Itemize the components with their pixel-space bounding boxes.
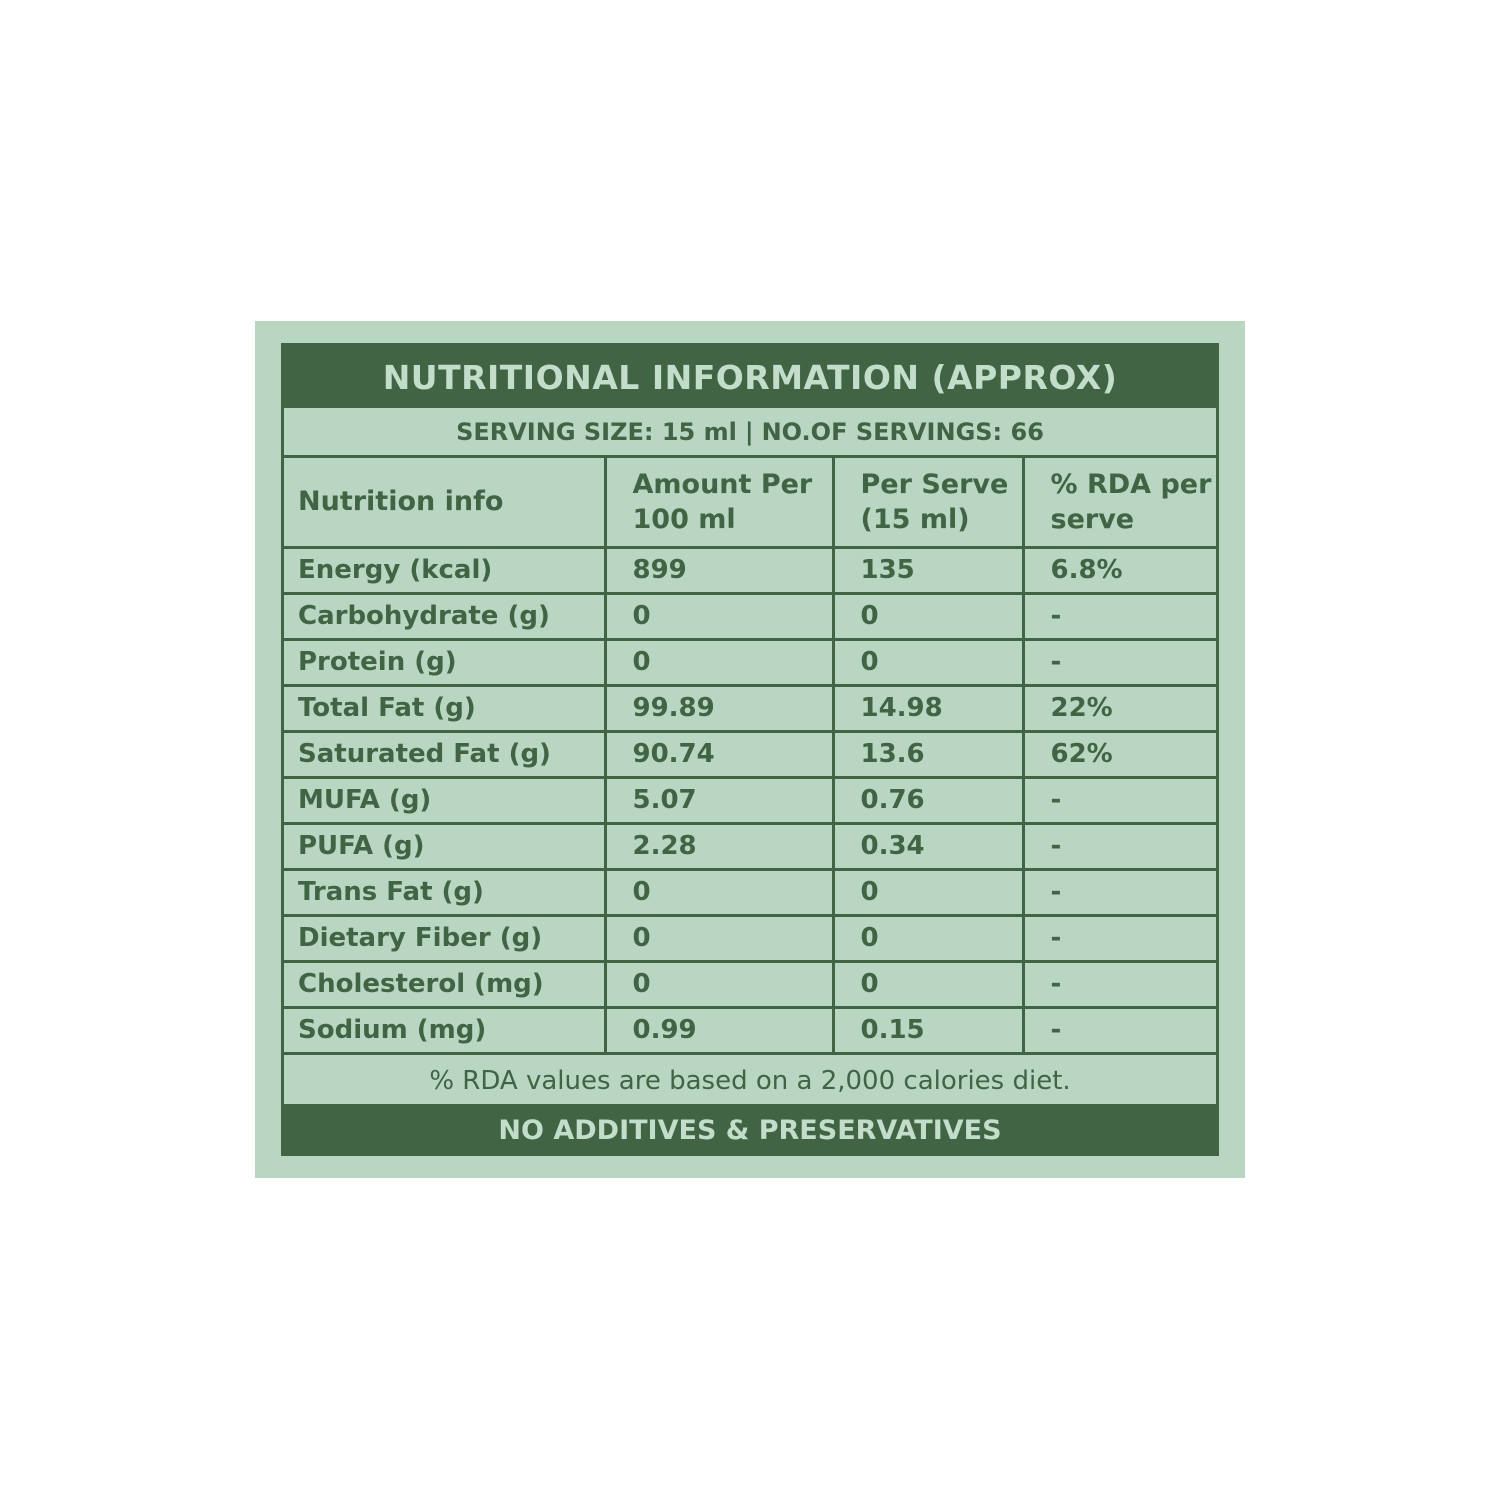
amount-per-100ml: 0 [605,869,833,915]
rda-per-serve: - [1023,1007,1216,1053]
amount-per-100ml: 5.07 [605,777,833,823]
table-row [284,731,1216,777]
rda-per-serve: - [1023,915,1216,961]
per-serve: 0 [833,869,1023,915]
rda-per-serve: - [1023,869,1216,915]
nutrition-label [281,343,1219,1156]
header-nutrition-info: Nutrition info [284,458,605,547]
table-row [284,685,1216,731]
amount-per-100ml: 0.99 [605,1007,833,1053]
table-row [284,961,1216,1007]
title-banner: NUTRITIONAL INFORMATION (APPROX) [284,346,1216,408]
rda-per-serve: - [1023,777,1216,823]
table-row [284,823,1216,869]
amount-per-100ml: 899 [605,547,833,593]
nutrient-name: Sodium (mg) [284,1007,605,1053]
amount-per-100ml: 90.74 [605,731,833,777]
nutrition-card [255,321,1245,1178]
header-amount-per-100ml: Amount Per 100 ml [605,458,833,547]
amount-per-100ml: 99.89 [605,685,833,731]
rda-per-serve: - [1023,639,1216,685]
rda-per-serve: - [1023,961,1216,1007]
table-row [284,547,1216,593]
nutrient-name: Total Fat (g) [284,685,605,731]
serving-info [284,408,1216,458]
header-per-serve: Per Serve (15 ml) [833,458,1023,547]
nutrient-name: Trans Fat (g) [284,869,605,915]
table-row [284,1007,1216,1053]
table-row [284,915,1216,961]
bottom-banner: NO ADDITIVES & PRESERVATIVES [284,1107,1216,1153]
nutrient-name: MUFA (g) [284,777,605,823]
per-serve: 13.6 [833,731,1023,777]
rda-per-serve: 62% [1023,731,1216,777]
serving-size: SERVING SIZE: 15 ml [456,417,737,446]
nutrient-name: Energy (kcal) [284,547,605,593]
per-serve: 135 [833,547,1023,593]
per-serve: 0.76 [833,777,1023,823]
per-serve: 0.15 [833,1007,1023,1053]
amount-per-100ml: 0 [605,593,833,639]
table-row [284,593,1216,639]
table-header-row [284,458,1216,547]
servings-count: NO.OF SERVINGS: 66 [761,417,1044,446]
nutrient-name: Protein (g) [284,639,605,685]
rda-footnote: % RDA values are based on a 2,000 calories diet. [284,1057,1216,1107]
rda-per-serve: 6.8% [1023,547,1216,593]
per-serve: 0 [833,915,1023,961]
per-serve: 0.34 [833,823,1023,869]
per-serve: 0 [833,961,1023,1007]
table-row [284,869,1216,915]
amount-per-100ml: 0 [605,915,833,961]
amount-per-100ml: 0 [605,961,833,1007]
nutrient-name: Carbohydrate (g) [284,593,605,639]
rda-per-serve: - [1023,593,1216,639]
nutrient-name: PUFA (g) [284,823,605,869]
rda-per-serve: 22% [1023,685,1216,731]
table-body [284,547,1216,1053]
per-serve: 0 [833,639,1023,685]
nutrient-name: Dietary Fiber (g) [284,915,605,961]
nutrient-name: Saturated Fat (g) [284,731,605,777]
serving-separator: | [744,417,754,446]
nutrient-name: Cholesterol (mg) [284,961,605,1007]
amount-per-100ml: 2.28 [605,823,833,869]
amount-per-100ml: 0 [605,639,833,685]
per-serve: 0 [833,593,1023,639]
table-row [284,639,1216,685]
header-rda-per-serve: % RDA per serve [1023,458,1216,547]
rda-per-serve: - [1023,823,1216,869]
nutrition-table [284,458,1216,1055]
table-row [284,777,1216,823]
per-serve: 14.98 [833,685,1023,731]
